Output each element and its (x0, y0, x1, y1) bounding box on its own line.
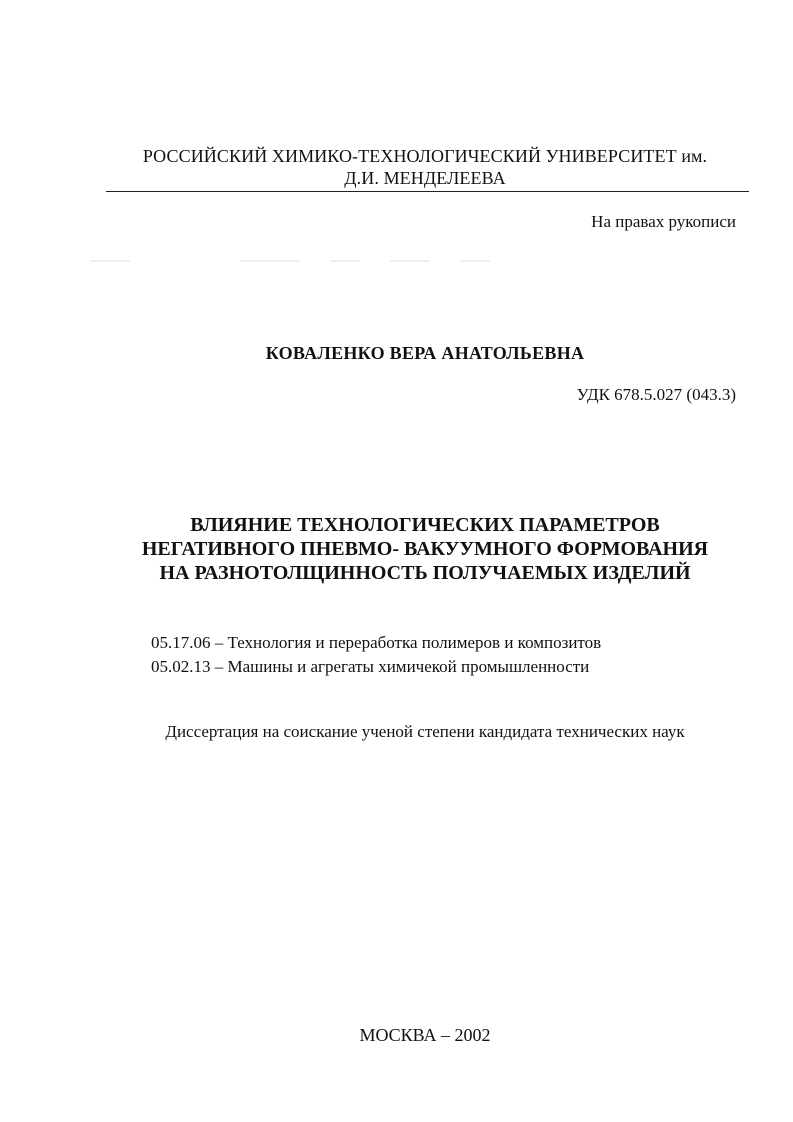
udk-code: УДК 678.5.027 (043.3) (576, 385, 736, 404)
university-name-line1: РОССИЙСКИЙ ХИМИКО-ТЕХНОЛОГИЧЕСКИЙ УНИВЕРСИТЕТ им. (142, 146, 708, 166)
dissertation-note: Диссертация на соискание ученой степени кандидата технических наук (165, 722, 685, 741)
title-line-1: ВЛИЯНИЕ ТЕХНОЛОГИЧЕСКИХ ПАРАМЕТРОВ (190, 514, 660, 536)
specialty-line-2: 05.02.13 – Машины и агрегаты химичекой промышленности (151, 657, 590, 676)
rights-note: На правах рукописи (591, 212, 736, 231)
specialty-line-1: 05.17.06 – Технология и переработка полимеров и композитов (151, 633, 602, 652)
faint-scan-artifact (90, 255, 530, 269)
title-line-3: НА РАЗНОТОЛЩИННОСТЬ ПОЛУЧАЕМЫХ ИЗДЕЛИЙ (159, 562, 691, 584)
university-name-line2: Д.И. МЕНДЕЛЕЕВА (344, 168, 506, 188)
author-name: КОВАЛЕНКО ВЕРА АНАТОЛЬЕВНА (265, 343, 585, 363)
city-year: МОСКВА – 2002 (359, 1025, 491, 1045)
dissertation-title (60, 513, 790, 585)
title-line-2: НЕГАТИВНОГО ПНЕВМО- ВАКУУМНОГО ФОРМОВАНИЯ (141, 538, 709, 560)
header-divider (106, 191, 749, 192)
